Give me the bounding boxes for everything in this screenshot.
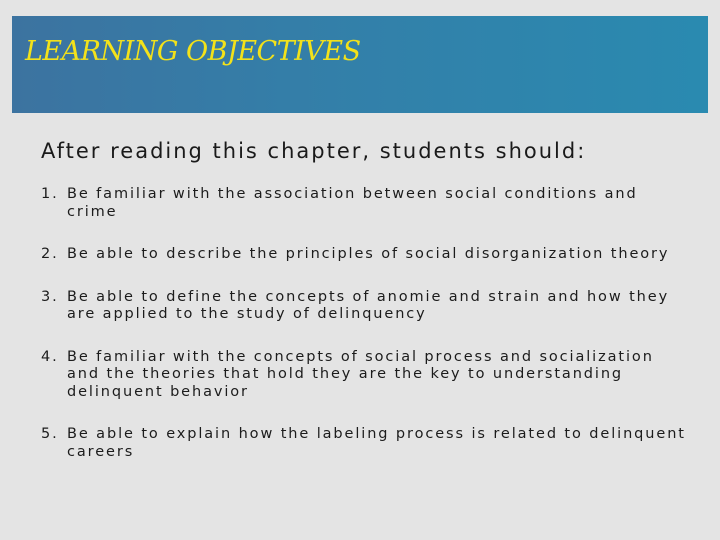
- slide-title: LEARNING OBJECTIVES: [25, 36, 361, 67]
- objective-item: [41, 186, 691, 221]
- objective-item: [41, 349, 691, 402]
- objective-item: [41, 246, 691, 264]
- objective-text: Be able to describe the principles of social disorganization theory: [67, 246, 670, 262]
- slide-content: [41, 139, 691, 461]
- objective-item: [41, 426, 691, 461]
- objective-text: Be able to define the concepts of anomie and strain and how they are applied to the study of delinquency: [67, 288, 670, 322]
- objective-text: Be able to explain how the labeling process is related to delinquent careers: [67, 426, 686, 460]
- objective-number: 3.: [41, 288, 59, 305]
- intro-text: After reading this chapter, students should:: [41, 139, 587, 163]
- objective-text: Be familiar with the concepts of social process and socialization and the theories that hold they are the key to understanding delinquent behavior: [67, 348, 654, 400]
- objectives-list: [41, 186, 691, 461]
- objective-text: Be familiar with the association between social conditions and crime: [67, 186, 638, 220]
- objective-number: 1.: [41, 186, 59, 202]
- objective-number: 4.: [41, 348, 59, 365]
- objective-number: 5.: [41, 426, 59, 442]
- objective-item: [41, 289, 691, 324]
- objective-number: 2.: [41, 246, 59, 262]
